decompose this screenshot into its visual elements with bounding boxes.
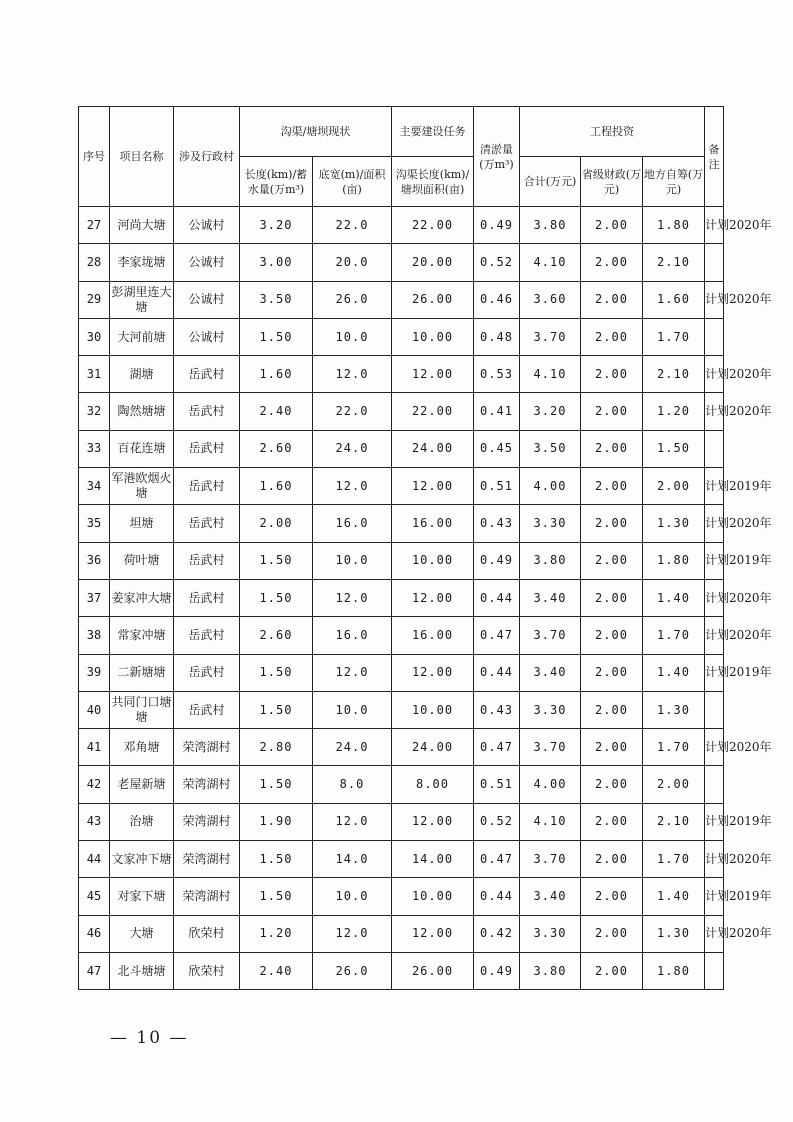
cell-remark: 计划2020年 bbox=[705, 617, 724, 654]
cell-project-name: 文家冲下塘 bbox=[110, 841, 174, 878]
header-local: 地方自筹(万元) bbox=[643, 157, 705, 207]
cell-dredging: 0.49 bbox=[474, 952, 520, 989]
cell-length-capacity: 2.40 bbox=[240, 952, 313, 989]
cell-bottom-width-area: 26.0 bbox=[313, 281, 392, 318]
cell-length-capacity: 2.80 bbox=[240, 729, 313, 766]
cell-task-detail: 20.00 bbox=[392, 244, 474, 281]
cell-remark bbox=[705, 244, 724, 281]
cell-provincial: 2.00 bbox=[581, 878, 643, 915]
cell-length-capacity: 3.00 bbox=[240, 244, 313, 281]
cell-project-name: 大河前塘 bbox=[110, 318, 174, 355]
header-investment: 工程投资 bbox=[520, 107, 705, 157]
cell-village: 公诚村 bbox=[174, 281, 240, 318]
cell-remark: 计划2020年 bbox=[705, 505, 724, 542]
table-row bbox=[79, 207, 724, 244]
cell-project-name: 坦塘 bbox=[110, 505, 174, 542]
cell-bottom-width-area: 12.0 bbox=[313, 579, 392, 616]
cell-provincial: 2.00 bbox=[581, 654, 643, 691]
cell-provincial: 2.00 bbox=[581, 542, 643, 579]
cell-village: 岳武村 bbox=[174, 542, 240, 579]
cell-bottom-width-area: 26.0 bbox=[313, 952, 392, 989]
cell-village: 公诚村 bbox=[174, 207, 240, 244]
cell-project-name: 常家冲塘 bbox=[110, 617, 174, 654]
cell-project-name: 二新塘塘 bbox=[110, 654, 174, 691]
cell-total: 3.80 bbox=[520, 542, 581, 579]
cell-project-name: 湖塘 bbox=[110, 356, 174, 393]
cell-total: 3.20 bbox=[520, 393, 581, 430]
cell-provincial: 2.00 bbox=[581, 841, 643, 878]
cell-village: 公诚村 bbox=[174, 318, 240, 355]
cell-task-detail: 14.00 bbox=[392, 841, 474, 878]
table-row bbox=[79, 579, 724, 616]
cell-total: 3.70 bbox=[520, 318, 581, 355]
cell-provincial: 2.00 bbox=[581, 729, 643, 766]
cell-remark: 计划2020年 bbox=[705, 207, 724, 244]
cell-index: 31 bbox=[79, 356, 110, 393]
cell-provincial: 2.00 bbox=[581, 430, 643, 467]
cell-local: 1.60 bbox=[643, 281, 705, 318]
table-row bbox=[79, 915, 724, 952]
cell-length-capacity: 2.60 bbox=[240, 430, 313, 467]
cell-provincial: 2.00 bbox=[581, 207, 643, 244]
cell-index: 37 bbox=[79, 579, 110, 616]
cell-length-capacity: 1.50 bbox=[240, 841, 313, 878]
cell-task-detail: 16.00 bbox=[392, 505, 474, 542]
cell-village: 荣湾湖村 bbox=[174, 729, 240, 766]
cell-index: 40 bbox=[79, 691, 110, 728]
cell-task-detail: 8.00 bbox=[392, 766, 474, 803]
cell-local: 1.80 bbox=[643, 542, 705, 579]
cell-village: 岳武村 bbox=[174, 430, 240, 467]
cell-provincial: 2.00 bbox=[581, 356, 643, 393]
cell-remark: 计划2019年 bbox=[705, 878, 724, 915]
cell-index: 41 bbox=[79, 729, 110, 766]
cell-dredging: 0.51 bbox=[474, 766, 520, 803]
cell-task-detail: 10.00 bbox=[392, 318, 474, 355]
header-task-detail: 沟渠长度(km)/塘坝面积(亩) bbox=[392, 157, 474, 207]
cell-task-detail: 26.00 bbox=[392, 952, 474, 989]
cell-total: 3.70 bbox=[520, 729, 581, 766]
cell-project-name: 老屋新塘 bbox=[110, 766, 174, 803]
cell-dredging: 0.47 bbox=[474, 617, 520, 654]
cell-provincial: 2.00 bbox=[581, 803, 643, 840]
cell-index: 42 bbox=[79, 766, 110, 803]
table-row bbox=[79, 952, 724, 989]
cell-remark bbox=[705, 430, 724, 467]
cell-total: 4.00 bbox=[520, 766, 581, 803]
cell-local: 1.80 bbox=[643, 207, 705, 244]
cell-remark: 计划2020年 bbox=[705, 356, 724, 393]
cell-project-name: 河尚大塘 bbox=[110, 207, 174, 244]
cell-village: 岳武村 bbox=[174, 691, 240, 728]
table-body bbox=[79, 207, 772, 990]
cell-task-detail: 12.00 bbox=[392, 803, 474, 840]
cell-total: 3.40 bbox=[520, 654, 581, 691]
cell-length-capacity: 1.50 bbox=[240, 579, 313, 616]
cell-village: 欣荣村 bbox=[174, 915, 240, 952]
cell-local: 2.00 bbox=[643, 766, 705, 803]
cell-remark: 计划2019年 bbox=[705, 654, 724, 691]
cell-dredging: 0.45 bbox=[474, 430, 520, 467]
cell-village: 岳武村 bbox=[174, 579, 240, 616]
cell-provincial: 2.00 bbox=[581, 766, 643, 803]
cell-village: 欣荣村 bbox=[174, 952, 240, 989]
cell-task-detail: 24.00 bbox=[392, 430, 474, 467]
table-row bbox=[79, 430, 724, 467]
cell-provincial: 2.00 bbox=[581, 281, 643, 318]
cell-index: 34 bbox=[79, 468, 110, 505]
cell-village: 荣湾湖村 bbox=[174, 878, 240, 915]
table-header bbox=[79, 107, 724, 207]
cell-index: 28 bbox=[79, 244, 110, 281]
cell-length-capacity: 1.50 bbox=[240, 318, 313, 355]
cell-bottom-width-area: 24.0 bbox=[313, 430, 392, 467]
cell-dredging: 0.52 bbox=[474, 244, 520, 281]
cell-local: 1.40 bbox=[643, 878, 705, 915]
cell-local: 2.10 bbox=[643, 356, 705, 393]
cell-remark: 计划2020年 bbox=[705, 281, 724, 318]
cell-bottom-width-area: 12.0 bbox=[313, 356, 392, 393]
cell-total: 3.60 bbox=[520, 281, 581, 318]
cell-length-capacity: 3.20 bbox=[240, 207, 313, 244]
cell-provincial: 2.00 bbox=[581, 915, 643, 952]
cell-provincial: 2.00 bbox=[581, 318, 643, 355]
cell-bottom-width-area: 10.0 bbox=[313, 542, 392, 579]
cell-village: 岳武村 bbox=[174, 468, 240, 505]
cell-total: 3.50 bbox=[520, 430, 581, 467]
table-row bbox=[79, 729, 724, 766]
cell-provincial: 2.00 bbox=[581, 617, 643, 654]
header-provincial: 省级财政(万元) bbox=[581, 157, 643, 207]
cell-village: 岳武村 bbox=[174, 505, 240, 542]
cell-dredging: 0.51 bbox=[474, 468, 520, 505]
cell-dredging: 0.53 bbox=[474, 356, 520, 393]
cell-index: 43 bbox=[79, 803, 110, 840]
cell-bottom-width-area: 12.0 bbox=[313, 803, 392, 840]
cell-local: 1.30 bbox=[643, 505, 705, 542]
cell-task-detail: 10.00 bbox=[392, 542, 474, 579]
cell-task-detail: 12.00 bbox=[392, 356, 474, 393]
cell-bottom-width-area: 16.0 bbox=[313, 617, 392, 654]
cell-total: 4.10 bbox=[520, 356, 581, 393]
cell-local: 1.80 bbox=[643, 952, 705, 989]
cell-dredging: 0.47 bbox=[474, 729, 520, 766]
cell-dredging: 0.44 bbox=[474, 654, 520, 691]
cell-length-capacity: 1.50 bbox=[240, 654, 313, 691]
cell-length-capacity: 2.00 bbox=[240, 505, 313, 542]
cell-dredging: 0.49 bbox=[474, 542, 520, 579]
cell-task-detail: 12.00 bbox=[392, 915, 474, 952]
cell-project-name: 北斗塘塘 bbox=[110, 952, 174, 989]
cell-total: 3.30 bbox=[520, 691, 581, 728]
page-number: — 10 — bbox=[110, 1028, 189, 1048]
cell-total: 3.40 bbox=[520, 878, 581, 915]
cell-bottom-width-area: 12.0 bbox=[313, 915, 392, 952]
cell-local: 1.30 bbox=[643, 691, 705, 728]
cell-local: 1.70 bbox=[643, 318, 705, 355]
cell-provincial: 2.00 bbox=[581, 468, 643, 505]
table-row bbox=[79, 766, 724, 803]
cell-index: 30 bbox=[79, 318, 110, 355]
table-row bbox=[79, 505, 724, 542]
cell-village: 荣湾湖村 bbox=[174, 766, 240, 803]
cell-index: 45 bbox=[79, 878, 110, 915]
cell-bottom-width-area: 14.0 bbox=[313, 841, 392, 878]
cell-length-capacity: 1.50 bbox=[240, 766, 313, 803]
cell-local: 1.20 bbox=[643, 393, 705, 430]
cell-project-name: 共同门口塘塘 bbox=[110, 691, 174, 728]
cell-local: 1.50 bbox=[643, 430, 705, 467]
cell-local: 1.40 bbox=[643, 579, 705, 616]
cell-village: 岳武村 bbox=[174, 356, 240, 393]
header-dredging: 清淤量(万m³) bbox=[474, 107, 520, 207]
cell-total: 4.10 bbox=[520, 803, 581, 840]
cell-village: 公诚村 bbox=[174, 244, 240, 281]
cell-project-name: 李家垅塘 bbox=[110, 244, 174, 281]
table-row bbox=[79, 803, 724, 840]
table-row bbox=[79, 542, 724, 579]
cell-provincial: 2.00 bbox=[581, 393, 643, 430]
table-row bbox=[79, 356, 724, 393]
cell-bottom-width-area: 12.0 bbox=[313, 468, 392, 505]
cell-local: 1.70 bbox=[643, 841, 705, 878]
header-main-task: 主要建设任务 bbox=[392, 107, 474, 157]
cell-bottom-width-area: 24.0 bbox=[313, 729, 392, 766]
cell-remark bbox=[705, 766, 724, 803]
cell-village: 荣湾湖村 bbox=[174, 803, 240, 840]
cell-length-capacity: 1.20 bbox=[240, 915, 313, 952]
table-row bbox=[79, 244, 724, 281]
cell-task-detail: 26.00 bbox=[392, 281, 474, 318]
table-row bbox=[79, 617, 724, 654]
cell-village: 岳武村 bbox=[174, 617, 240, 654]
cell-provincial: 2.00 bbox=[581, 505, 643, 542]
cell-remark: 计划2020年 bbox=[705, 841, 724, 878]
cell-provincial: 2.00 bbox=[581, 244, 643, 281]
cell-task-detail: 22.00 bbox=[392, 207, 474, 244]
cell-length-capacity: 3.50 bbox=[240, 281, 313, 318]
cell-dredging: 0.49 bbox=[474, 207, 520, 244]
cell-project-name: 邓角塘 bbox=[110, 729, 174, 766]
cell-length-capacity: 2.60 bbox=[240, 617, 313, 654]
cell-bottom-width-area: 10.0 bbox=[313, 318, 392, 355]
cell-dredging: 0.41 bbox=[474, 393, 520, 430]
cell-length-capacity: 1.60 bbox=[240, 468, 313, 505]
header-bottom-width-area: 底宽(m)/面积(亩) bbox=[313, 157, 392, 207]
cell-local: 1.70 bbox=[643, 729, 705, 766]
cell-index: 33 bbox=[79, 430, 110, 467]
cell-local: 1.30 bbox=[643, 915, 705, 952]
cell-task-detail: 24.00 bbox=[392, 729, 474, 766]
cell-index: 29 bbox=[79, 281, 110, 318]
cell-index: 46 bbox=[79, 915, 110, 952]
cell-task-detail: 10.00 bbox=[392, 878, 474, 915]
cell-dredging: 0.43 bbox=[474, 691, 520, 728]
cell-bottom-width-area: 16.0 bbox=[313, 505, 392, 542]
cell-project-name: 对家下塘 bbox=[110, 878, 174, 915]
cell-project-name: 大塘 bbox=[110, 915, 174, 952]
cell-length-capacity: 2.40 bbox=[240, 393, 313, 430]
header-index: 序号 bbox=[79, 107, 110, 207]
cell-index: 47 bbox=[79, 952, 110, 989]
cell-provincial: 2.00 bbox=[581, 952, 643, 989]
cell-index: 36 bbox=[79, 542, 110, 579]
cell-bottom-width-area: 10.0 bbox=[313, 878, 392, 915]
table-row bbox=[79, 281, 724, 318]
cell-bottom-width-area: 10.0 bbox=[313, 691, 392, 728]
cell-task-detail: 16.00 bbox=[392, 617, 474, 654]
cell-project-name: 姜家冲大塘 bbox=[110, 579, 174, 616]
cell-total: 3.80 bbox=[520, 952, 581, 989]
cell-dredging: 0.44 bbox=[474, 579, 520, 616]
cell-dredging: 0.46 bbox=[474, 281, 520, 318]
header-remark: 备注 bbox=[705, 107, 724, 207]
table-row bbox=[79, 393, 724, 430]
cell-project-name: 治塘 bbox=[110, 803, 174, 840]
header-project-name: 项目名称 bbox=[110, 107, 174, 207]
cell-bottom-width-area: 20.0 bbox=[313, 244, 392, 281]
cell-project-name: 百花连塘 bbox=[110, 430, 174, 467]
cell-total: 3.30 bbox=[520, 505, 581, 542]
cell-provincial: 2.00 bbox=[581, 579, 643, 616]
cell-remark: 计划2020年 bbox=[705, 393, 724, 430]
table-row bbox=[79, 468, 724, 505]
cell-remark: 计划2020年 bbox=[705, 729, 724, 766]
cell-index: 44 bbox=[79, 841, 110, 878]
cell-local: 2.10 bbox=[643, 244, 705, 281]
cell-index: 32 bbox=[79, 393, 110, 430]
cell-index: 39 bbox=[79, 654, 110, 691]
header-village: 涉及行政村 bbox=[174, 107, 240, 207]
cell-village: 荣湾湖村 bbox=[174, 841, 240, 878]
header-total: 合计(万元) bbox=[520, 157, 581, 207]
cell-bottom-width-area: 12.0 bbox=[313, 654, 392, 691]
cell-dredging: 0.52 bbox=[474, 803, 520, 840]
cell-remark bbox=[705, 691, 724, 728]
cell-dredging: 0.44 bbox=[474, 878, 520, 915]
cell-length-capacity: 1.60 bbox=[240, 356, 313, 393]
cell-task-detail: 12.00 bbox=[392, 654, 474, 691]
table-row bbox=[79, 841, 724, 878]
project-table bbox=[78, 106, 772, 990]
table-row bbox=[79, 878, 724, 915]
cell-local: 2.10 bbox=[643, 803, 705, 840]
cell-dredging: 0.48 bbox=[474, 318, 520, 355]
cell-village: 岳武村 bbox=[174, 654, 240, 691]
cell-project-name: 荷叶塘 bbox=[110, 542, 174, 579]
cell-remark: 计划2020年 bbox=[705, 579, 724, 616]
cell-dredging: 0.42 bbox=[474, 915, 520, 952]
cell-bottom-width-area: 8.0 bbox=[313, 766, 392, 803]
cell-remark bbox=[705, 952, 724, 989]
cell-bottom-width-area: 22.0 bbox=[313, 207, 392, 244]
cell-length-capacity: 1.50 bbox=[240, 542, 313, 579]
cell-bottom-width-area: 22.0 bbox=[313, 393, 392, 430]
cell-length-capacity: 1.50 bbox=[240, 878, 313, 915]
table-row bbox=[79, 318, 724, 355]
cell-total: 4.10 bbox=[520, 244, 581, 281]
table-row bbox=[79, 654, 724, 691]
cell-remark: 计划2019年 bbox=[705, 803, 724, 840]
cell-dredging: 0.47 bbox=[474, 841, 520, 878]
cell-index: 35 bbox=[79, 505, 110, 542]
cell-task-detail: 12.00 bbox=[392, 579, 474, 616]
cell-total: 4.00 bbox=[520, 468, 581, 505]
cell-task-detail: 22.00 bbox=[392, 393, 474, 430]
cell-remark: 计划2020年 bbox=[705, 915, 724, 952]
table-row bbox=[79, 691, 724, 728]
cell-index: 27 bbox=[79, 207, 110, 244]
cell-total: 3.70 bbox=[520, 841, 581, 878]
cell-local: 1.70 bbox=[643, 617, 705, 654]
cell-length-capacity: 1.90 bbox=[240, 803, 313, 840]
cell-village: 岳武村 bbox=[174, 393, 240, 430]
cell-task-detail: 10.00 bbox=[392, 691, 474, 728]
cell-project-name: 军港欧烟火塘 bbox=[110, 468, 174, 505]
cell-project-name: 陶然塘塘 bbox=[110, 393, 174, 430]
cell-total: 3.30 bbox=[520, 915, 581, 952]
cell-provincial: 2.00 bbox=[581, 691, 643, 728]
cell-total: 3.80 bbox=[520, 207, 581, 244]
cell-dredging: 0.43 bbox=[474, 505, 520, 542]
cell-length-capacity: 1.50 bbox=[240, 691, 313, 728]
cell-local: 1.40 bbox=[643, 654, 705, 691]
header-current-status: 沟渠/塘坝现状 bbox=[240, 107, 392, 157]
cell-task-detail: 12.00 bbox=[392, 468, 474, 505]
cell-total: 3.40 bbox=[520, 579, 581, 616]
cell-remark: 计划2019年 bbox=[705, 542, 724, 579]
cell-index: 38 bbox=[79, 617, 110, 654]
cell-remark: 计划2019年 bbox=[705, 468, 724, 505]
cell-project-name: 彭湖里连大塘 bbox=[110, 281, 174, 318]
cell-local: 2.00 bbox=[643, 468, 705, 505]
header-length-capacity: 长度(km)/蓄水量(万m³) bbox=[240, 157, 313, 207]
cell-remark bbox=[705, 318, 724, 355]
cell-total: 3.70 bbox=[520, 617, 581, 654]
